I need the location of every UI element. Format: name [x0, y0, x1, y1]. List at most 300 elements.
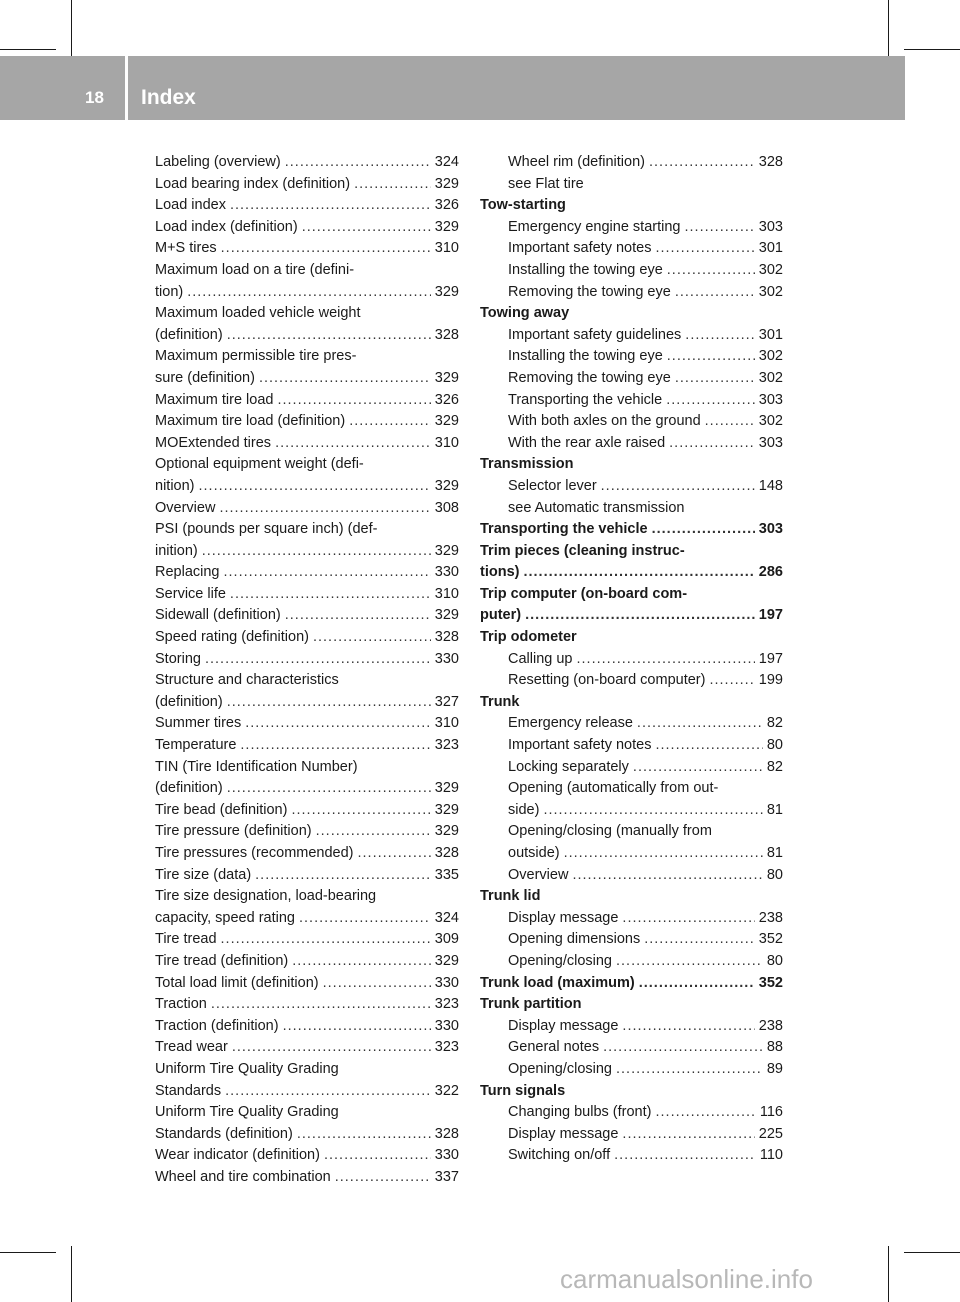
leader-dots — [285, 152, 431, 174]
index-entry — [480, 649, 783, 671]
index-entry — [155, 174, 459, 196]
index-entry-page[interactable]: 308 — [434, 499, 459, 516]
index-entry-page[interactable]: 310 — [434, 240, 459, 257]
index-entry-term: Transporting the vehicle — [480, 521, 648, 538]
leader-dots — [601, 476, 755, 498]
index-entry — [480, 152, 783, 174]
index-entry-term: Standards — [155, 1082, 222, 1099]
index-entry-term: side) — [508, 801, 540, 818]
index-entry-term: Storing — [155, 650, 201, 667]
index-entry-term: Total load limit (definition) — [155, 974, 319, 991]
index-entry-page[interactable]: 309 — [434, 931, 459, 948]
leader-dots — [655, 238, 754, 260]
index-entry-page[interactable]: 327 — [434, 693, 459, 710]
index-entry-term: General notes — [508, 1039, 600, 1056]
index-column-left — [155, 152, 459, 1189]
index-entry — [480, 260, 783, 282]
index-entry-page[interactable]: 326 — [434, 197, 459, 214]
index-entry — [155, 605, 459, 627]
index-entry-term: Important safety notes — [508, 240, 652, 257]
leader-dots — [564, 843, 763, 865]
index-heading: Trunk — [480, 693, 520, 710]
index-entry-page[interactable]: 303 — [758, 391, 783, 408]
leader-dots — [622, 1016, 754, 1038]
index-entry-term: (definition) — [155, 693, 223, 710]
index-entry — [155, 843, 459, 865]
index-entry — [155, 649, 459, 671]
leader-dots — [221, 238, 431, 260]
crop-mark-bottom-right-v — [888, 1246, 889, 1302]
index-entry-page[interactable]: 329 — [434, 952, 459, 969]
index-heading: Towing away — [480, 305, 570, 322]
index-entry-page[interactable]: 310 — [434, 715, 459, 732]
index-entry-term: Traction — [155, 996, 207, 1013]
index-entry — [480, 1059, 783, 1081]
index-entry-page[interactable]: 323 — [434, 737, 459, 754]
index-entry-term: Tire pressure (definition) — [155, 823, 312, 840]
index-line: see Flat tire — [508, 175, 584, 192]
leader-dots — [225, 1081, 431, 1103]
index-heading: Turn signals — [480, 1082, 566, 1099]
index-entry-term: Emergency release — [508, 715, 633, 732]
leader-dots — [577, 649, 755, 671]
leader-dots — [224, 562, 431, 584]
crop-mark-top-left-v — [71, 0, 72, 56]
leader-dots — [299, 908, 431, 930]
index-entry — [480, 951, 783, 973]
index-entry — [155, 821, 459, 843]
leader-dots — [543, 800, 762, 822]
index-entry-term: Standards (definition) — [155, 1125, 293, 1142]
index-entry — [155, 238, 459, 260]
index-entry — [155, 195, 459, 217]
crop-mark-bottom-right-h — [904, 1252, 960, 1253]
leader-dots — [637, 713, 763, 735]
leader-dots — [633, 757, 763, 779]
index-entry-term: Speed rating (definition) — [155, 629, 309, 646]
index-entry-page[interactable]: 302 — [758, 261, 783, 278]
leader-dots — [358, 843, 431, 865]
index-entry-page[interactable]: 302 — [758, 283, 783, 300]
header-divider — [125, 56, 128, 120]
leader-dots — [285, 605, 431, 627]
index-entry — [155, 368, 459, 390]
leader-dots — [685, 325, 755, 347]
index-entry-page[interactable]: 225 — [758, 1125, 783, 1142]
index-entry-page[interactable]: 238 — [758, 1017, 783, 1034]
index-entry — [480, 1124, 783, 1146]
index-entry-page[interactable]: 301 — [758, 326, 783, 343]
index-line: Maximum loaded vehicle weight — [155, 305, 361, 322]
index-entry-term: Tire pressures (recommended) — [155, 845, 354, 861]
index-entry-term: outside) — [508, 845, 560, 861]
leader-dots — [335, 1167, 431, 1189]
index-entry-page[interactable]: 199 — [758, 672, 783, 689]
index-entry — [480, 346, 783, 368]
leader-dots — [614, 1145, 756, 1167]
index-entry-page[interactable]: 329 — [434, 823, 459, 840]
index-entry — [480, 217, 783, 239]
index-entry-term: Display message — [508, 909, 619, 926]
index-entry-term: Tire tread (definition) — [155, 952, 289, 969]
leader-dots — [652, 519, 755, 541]
index-entry-page[interactable]: 110 — [759, 1147, 783, 1164]
index-entry — [155, 1124, 459, 1146]
index-entry — [155, 951, 459, 973]
index-entry-term: Summer tires — [155, 715, 242, 732]
index-entry-term: Locking separately — [508, 758, 629, 775]
index-entry — [155, 541, 459, 563]
index-entry — [480, 605, 783, 627]
index-entry-page[interactable]: 329 — [434, 413, 459, 430]
index-entry-page[interactable]: 88 — [766, 1039, 783, 1056]
index-entry — [480, 390, 783, 412]
index-entry-page[interactable]: 329 — [434, 175, 459, 192]
leader-dots — [675, 368, 755, 390]
index-entry-page[interactable]: 328 — [434, 845, 459, 861]
leader-dots — [525, 605, 755, 627]
index-entry-term: Calling up — [508, 650, 573, 667]
index-entry-page[interactable]: 329 — [434, 477, 459, 494]
leader-dots — [283, 1016, 431, 1038]
index-line: Opening (automatically from out- — [508, 780, 719, 797]
index-entry-term: Opening/closing — [508, 1060, 612, 1077]
index-entry-page[interactable]: 303 — [758, 521, 783, 538]
index-entry — [480, 1037, 783, 1059]
leader-dots — [199, 476, 431, 498]
index-entry — [480, 800, 783, 822]
index-entry-term: With both axles on the ground — [508, 413, 701, 430]
index-entry-page[interactable]: 238 — [758, 909, 783, 926]
index-entry — [155, 973, 459, 995]
crop-mark-bottom-left-v — [71, 1246, 72, 1302]
index-entry-term: Maximum tire load — [155, 391, 274, 408]
index-entry-term: Emergency engine starting — [508, 218, 681, 235]
section-title: Index — [141, 86, 196, 109]
index-entry-term: Traction (definition) — [155, 1017, 279, 1034]
index-entry-page[interactable]: 352 — [758, 974, 783, 991]
leader-dots — [616, 951, 763, 973]
index-line: Structure and characteristics — [155, 672, 339, 689]
index-entry-term: Wheel rim (definition) — [508, 154, 645, 170]
index-heading: Trim pieces (cleaning instruc- — [480, 542, 685, 559]
index-entry — [155, 1016, 459, 1038]
leader-dots — [221, 929, 431, 951]
index-entry-page[interactable]: 352 — [758, 931, 783, 948]
index-entry-term: nition) — [155, 477, 195, 494]
index-entry-term: Replacing — [155, 564, 220, 581]
leader-dots — [202, 541, 431, 563]
index-line: Tire size designation, load-bearing — [155, 888, 377, 905]
index-entry-page[interactable]: 81 — [766, 845, 783, 861]
index-entry-page[interactable]: 82 — [766, 758, 783, 775]
index-entry — [155, 476, 459, 498]
index-entry-page[interactable]: 330 — [434, 1147, 459, 1164]
index-entry-term: Installing the towing eye — [508, 348, 663, 365]
index-line: Optional equipment weight (defi- — [155, 456, 364, 473]
index-entry-term: Transporting the vehicle — [508, 391, 663, 408]
index-entry-page[interactable]: 330 — [434, 650, 459, 667]
index-entry-term: Removing the towing eye — [508, 369, 671, 386]
index-entry-term: Overview — [508, 866, 569, 883]
leader-dots — [232, 1037, 431, 1059]
index-entry-page[interactable]: 330 — [434, 564, 459, 581]
index-entry-page[interactable]: 328 — [434, 629, 459, 646]
leader-dots — [275, 433, 431, 455]
leader-dots — [245, 713, 431, 735]
index-entry-term: tions) — [480, 564, 520, 581]
leader-dots — [705, 411, 755, 433]
leader-dots — [667, 260, 755, 282]
index-entry-term: Wear indicator (definition) — [155, 1147, 320, 1164]
index-line: Maximum permissible tire pres- — [155, 348, 357, 365]
leader-dots — [675, 282, 755, 304]
index-entry-page[interactable]: 303 — [758, 218, 783, 235]
leader-dots — [616, 1059, 763, 1081]
index-entry-page[interactable]: 301 — [758, 240, 783, 257]
leader-dots — [644, 929, 755, 951]
index-entry — [480, 368, 783, 390]
index-entry-page[interactable]: 80 — [766, 952, 783, 969]
index-entry-term: Opening/closing — [508, 952, 612, 969]
index-entry-page[interactable]: 322 — [434, 1082, 459, 1099]
index-entry-page[interactable]: 89 — [766, 1060, 783, 1077]
index-entry-page[interactable]: 80 — [766, 737, 783, 754]
leader-dots — [685, 217, 755, 239]
index-entry-term: Load index (definition) — [155, 218, 298, 235]
index-entry — [155, 498, 459, 520]
index-entry-term: Temperature — [155, 737, 237, 754]
index-entry — [155, 562, 459, 584]
index-entry-page[interactable]: 302 — [758, 413, 783, 430]
index-line: Uniform Tire Quality Grading — [155, 1060, 339, 1077]
index-entry — [480, 1102, 783, 1124]
index-entry — [155, 908, 459, 930]
index-entry-page[interactable]: 329 — [434, 780, 459, 797]
index-entry — [155, 778, 459, 800]
leader-dots — [219, 498, 430, 520]
leader-dots — [211, 994, 431, 1016]
index-entry — [155, 411, 459, 433]
index-entry-page[interactable]: 148 — [758, 477, 783, 494]
index-entry-page[interactable]: 329 — [434, 542, 459, 559]
index-entry-term: Display message — [508, 1125, 619, 1142]
leader-dots — [666, 390, 755, 412]
index-heading: Tow-starting — [480, 197, 566, 214]
index-entry-page[interactable]: 323 — [434, 996, 459, 1013]
watermark-text: carmanualsonline.info — [560, 1264, 813, 1294]
index-entry — [155, 994, 459, 1016]
index-entry-page[interactable]: 324 — [434, 154, 459, 170]
index-entry-page[interactable]: 302 — [758, 369, 783, 386]
index-entry — [480, 238, 783, 260]
index-entry-page[interactable]: 81 — [766, 801, 783, 818]
leader-dots — [709, 670, 754, 692]
index-entry — [480, 519, 783, 541]
index-entry-term: Wheel and tire combination — [155, 1168, 331, 1185]
leader-dots — [622, 908, 754, 930]
leader-dots — [227, 692, 431, 714]
index-entry-page[interactable]: 310 — [434, 434, 459, 451]
index-entry-page[interactable]: 329 — [434, 218, 459, 235]
index-entry-page[interactable]: 302 — [758, 348, 783, 365]
index-heading: Transmission — [480, 456, 574, 473]
leader-dots — [639, 973, 755, 995]
crop-mark-top-right-h — [904, 49, 960, 50]
index-entry — [480, 670, 783, 692]
leader-dots — [349, 411, 431, 433]
index-entry-term: inition) — [155, 542, 198, 559]
index-entry-term: (definition) — [155, 780, 223, 797]
index-entry-term: Service life — [155, 585, 226, 602]
index-entry-term: Labeling (overview) — [155, 154, 281, 170]
index-entry — [155, 1145, 459, 1167]
index-line: Opening/closing (manually from — [508, 823, 712, 840]
leader-dots — [316, 821, 431, 843]
index-entry — [155, 282, 459, 304]
index-entry-page[interactable]: 330 — [434, 1017, 459, 1034]
index-line: Uniform Tire Quality Grading — [155, 1104, 339, 1121]
index-entry-page[interactable]: 197 — [758, 650, 783, 667]
index-heading: Trip odometer — [480, 629, 577, 646]
index-heading: Trunk partition — [480, 996, 582, 1013]
index-entry — [480, 1145, 783, 1167]
index-entry-term: Resetting (on-board computer) — [508, 672, 706, 689]
index-entry-page[interactable]: 328 — [758, 154, 783, 170]
index-entry-term: Changing bulbs (front) — [508, 1104, 652, 1121]
index-entry — [480, 476, 783, 498]
index-line: PSI (pounds per square inch) (def- — [155, 521, 378, 538]
index-entry-term: Tread wear — [155, 1039, 228, 1056]
index-entry-page[interactable]: 323 — [434, 1039, 459, 1056]
leader-dots — [259, 368, 431, 390]
index-entry-term: Maximum tire load (definition) — [155, 413, 346, 430]
index-entry — [155, 1037, 459, 1059]
index-entry — [155, 217, 459, 239]
leader-dots — [227, 778, 431, 800]
index-entry-page[interactable]: 286 — [758, 564, 783, 581]
index-entry-page[interactable]: 324 — [434, 909, 459, 926]
index-entry-term: Important safety guidelines — [508, 326, 682, 343]
index-entry — [480, 865, 783, 887]
index-entry-term: Important safety notes — [508, 737, 652, 754]
index-entry-term: Tire bead (definition) — [155, 801, 288, 818]
index-line: TIN (Tire Identification Number) — [155, 758, 358, 775]
index-entry — [480, 1016, 783, 1038]
leader-dots — [655, 1102, 755, 1124]
leader-dots — [622, 1124, 754, 1146]
index-entry — [155, 865, 459, 887]
index-entry-term: Load bearing index (definition) — [155, 175, 351, 192]
leader-dots — [354, 174, 431, 196]
index-entry — [155, 152, 459, 174]
leader-dots — [572, 865, 762, 887]
index-entry — [480, 757, 783, 779]
index-entry-page[interactable]: 326 — [434, 391, 459, 408]
index-entry-page[interactable]: 310 — [434, 585, 459, 602]
index-entry-page[interactable]: 329 — [434, 607, 459, 624]
index-entry-page[interactable]: 329 — [434, 283, 459, 300]
index-entry-term: Selector lever — [508, 477, 597, 494]
crop-mark-top-left-h — [0, 49, 56, 50]
index-entry-term: Removing the towing eye — [508, 283, 671, 300]
index-entry-term: M+S tires — [155, 240, 217, 257]
index-entry — [480, 713, 783, 735]
leader-dots — [240, 735, 430, 757]
leader-dots — [302, 217, 431, 239]
index-line: see Automatic transmission — [508, 499, 685, 516]
index-entry-page[interactable]: 303 — [758, 434, 783, 451]
leader-dots — [655, 735, 762, 757]
index-entry-term: capacity, speed rating — [155, 909, 295, 926]
leader-dots — [323, 973, 431, 995]
index-entry-page[interactable]: 328 — [434, 326, 459, 343]
index-entry-page[interactable]: 82 — [766, 715, 783, 732]
page-header — [0, 56, 905, 120]
index-entry-term: Overview — [155, 499, 216, 516]
index-entry — [480, 325, 783, 347]
leader-dots — [187, 282, 431, 304]
leader-dots — [297, 1124, 431, 1146]
index-entry-term: MOExtended tires — [155, 434, 272, 451]
index-entry-term: With the rear axle raised — [508, 434, 666, 451]
index-entry-page[interactable]: 330 — [434, 974, 459, 991]
index-entry — [480, 735, 783, 757]
leader-dots — [603, 1037, 763, 1059]
index-entry-page[interactable]: 337 — [434, 1168, 459, 1185]
index-entry-term: Sidewall (definition) — [155, 607, 281, 624]
index-entry-page[interactable]: 335 — [434, 866, 459, 883]
index-entry — [155, 800, 459, 822]
leader-dots — [277, 390, 430, 412]
index-entry-term: Tire size (data) — [155, 866, 252, 883]
index-entry-term: tion) — [155, 283, 184, 300]
index-entry — [155, 325, 459, 347]
index-column-right — [480, 152, 783, 1167]
index-entry — [155, 627, 459, 649]
index-entry — [480, 282, 783, 304]
leader-dots — [230, 584, 431, 606]
index-heading: Trip computer (on-board com- — [480, 585, 688, 602]
index-entry-term: Tire tread — [155, 931, 217, 948]
index-entry-page[interactable]: 116 — [759, 1104, 783, 1121]
leader-dots — [230, 195, 431, 217]
index-heading: Trunk lid — [480, 888, 541, 905]
leader-dots — [291, 800, 430, 822]
index-entry — [480, 973, 783, 995]
index-entry-term: Installing the towing eye — [508, 261, 663, 278]
leader-dots — [669, 433, 755, 455]
index-entry — [480, 929, 783, 951]
index-entry-term: Opening dimensions — [508, 931, 641, 948]
leader-dots — [292, 951, 431, 973]
index-entry — [480, 411, 783, 433]
index-entry-term: Load index — [155, 197, 226, 214]
index-entry-page[interactable]: 328 — [434, 1125, 459, 1142]
leader-dots — [313, 627, 431, 649]
crop-mark-top-right-v — [888, 0, 889, 56]
leader-dots — [667, 346, 755, 368]
index-entry-page[interactable]: 80 — [766, 866, 783, 883]
index-entry-page[interactable]: 329 — [434, 801, 459, 818]
leader-dots — [649, 152, 755, 174]
leader-dots — [205, 649, 431, 671]
index-entry-page[interactable]: 329 — [434, 369, 459, 386]
crop-mark-bottom-left-h — [0, 1252, 56, 1253]
index-entry-page[interactable]: 197 — [758, 607, 783, 624]
index-entry — [155, 692, 459, 714]
index-entry — [480, 562, 783, 584]
